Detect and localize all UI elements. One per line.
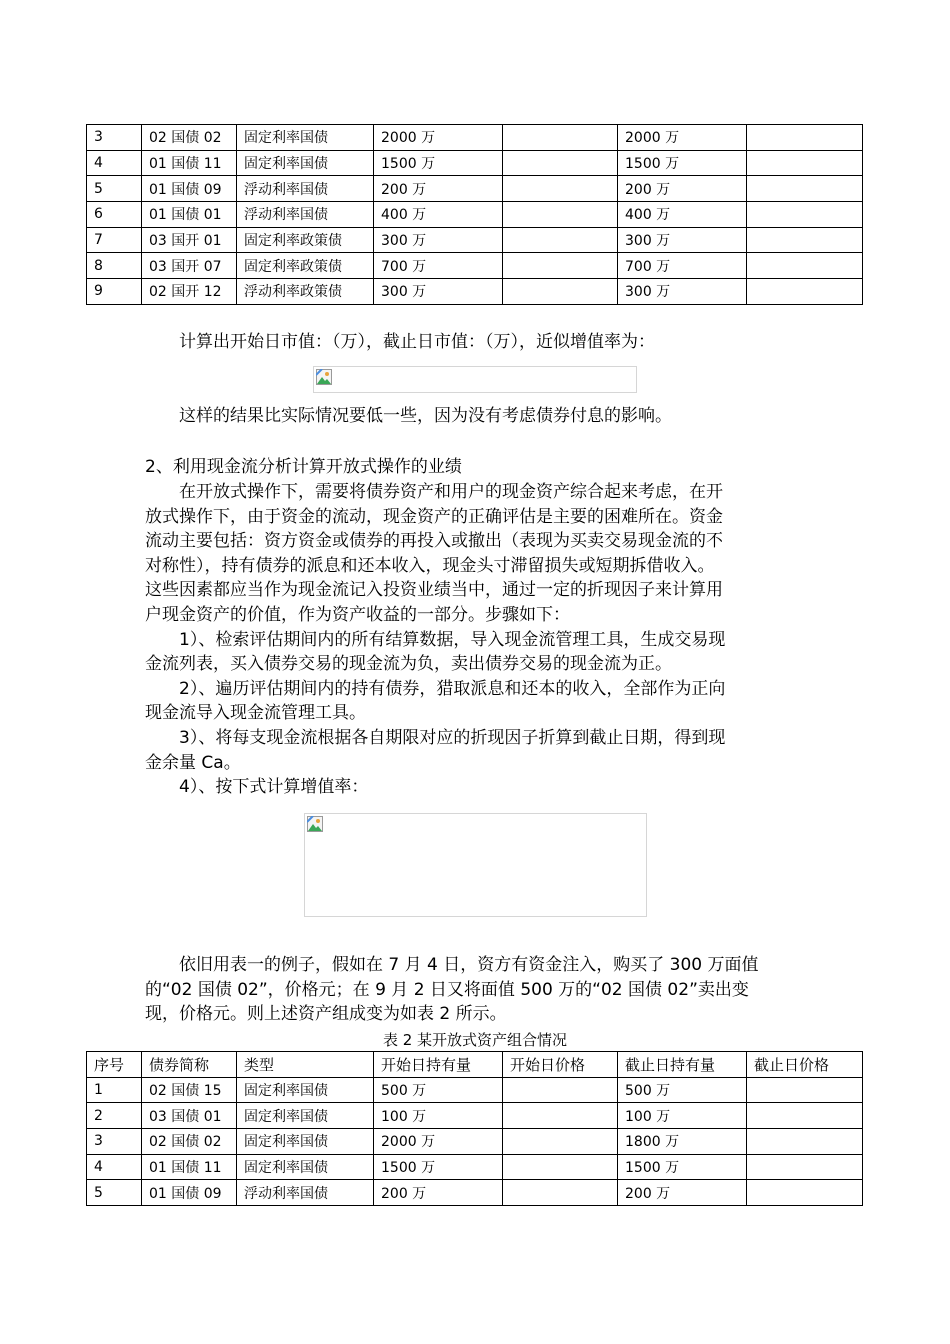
column-header: 截止日价格 (747, 1052, 863, 1078)
calc-line: 计算出开始日市值：（万），截止日市值：（万），近似增值率为： (179, 332, 655, 352)
table-cell (503, 1154, 618, 1180)
table-cell (747, 1154, 863, 1180)
table-cell: 100 万 (618, 1103, 747, 1129)
table-row (87, 253, 863, 279)
table-cell (747, 1103, 863, 1129)
table-row (87, 1077, 863, 1103)
bond-table-2-body (87, 1077, 863, 1205)
table-cell (747, 125, 863, 151)
table-cell (747, 253, 863, 279)
table-cell (503, 176, 618, 202)
table-cell: 400 万 (618, 202, 747, 228)
table-cell: 2000 万 (618, 125, 747, 151)
text-line: 在开放式操作下，需要将债券资产和用户的现金资产综合起来考虑，在开 (179, 482, 723, 502)
table-cell: 02 国开 12 (142, 279, 237, 305)
table-cell: 01 国债 09 (142, 176, 237, 202)
table-cell (503, 1180, 618, 1206)
table-cell: 200 万 (618, 1180, 747, 1206)
broken-image-icon (307, 816, 323, 832)
broken-image-icon (316, 369, 332, 385)
table-cell: 3 (87, 125, 142, 151)
table-cell: 400 万 (374, 202, 503, 228)
table-cell: 300 万 (374, 279, 503, 305)
table-cell: 700 万 (374, 253, 503, 279)
table-cell: 固定利率国债 (237, 1077, 374, 1103)
table-cell: 02 国债 02 (142, 125, 237, 151)
bond-table-1-body (87, 125, 863, 305)
step-3-line: 金余量 Ca。 (145, 752, 241, 773)
table-cell: 700 万 (618, 253, 747, 279)
column-header: 序号 (87, 1052, 142, 1078)
table-cell (503, 1103, 618, 1129)
table-cell: 固定利率国债 (237, 1154, 374, 1180)
table-cell: 01 国债 11 (142, 1154, 237, 1180)
text-line: 依旧用表一的例子，假如在 7 月 4 日，资方有资金注入，购买了 300 万面值 (179, 955, 759, 975)
table-cell (503, 1129, 618, 1155)
table-cell: 03 国开 07 (142, 253, 237, 279)
table-cell: 浮动利率国债 (237, 202, 374, 228)
table-cell (503, 150, 618, 176)
bond-table-2-header (87, 1052, 863, 1078)
text-line: 对称性），持有债券的派息和还本收入，现金头寸滞留损失或短期拆借收入。 (145, 555, 715, 576)
table-cell: 1500 万 (618, 1154, 747, 1180)
table-cell: 浮动利率国债 (237, 176, 374, 202)
table-cell (747, 150, 863, 176)
paragraph-cash-flow (145, 480, 815, 800)
table-cell: 1800 万 (618, 1129, 747, 1155)
column-header: 类型 (237, 1052, 374, 1078)
table-cell (503, 125, 618, 151)
table-cell: 500 万 (374, 1077, 503, 1103)
step-3-line: 3）、将每支现金流根据各自期限对应的折现因子折算到截止日期，得到现 (179, 727, 726, 748)
table-cell: 200 万 (618, 176, 747, 202)
result-line: 这样的结果比实际情况要低一些，因为没有考虑债券付息的影响。 (179, 406, 672, 426)
table-cell: 4 (87, 150, 142, 176)
table-cell: 01 国债 09 (142, 1180, 237, 1206)
column-header: 债券简称 (142, 1052, 237, 1078)
step-1-line: 金流列表，买入债券交易的现金流为负，卖出债券交易的现金流为正。 (145, 654, 672, 675)
step-1-line: 1）、检索评估期间内的所有结算数据，导入现金流管理工具，生成交易现 (179, 629, 726, 650)
table-cell: 固定利率国债 (237, 150, 374, 176)
table-cell: 03 国债 01 (142, 1103, 237, 1129)
table-cell: 2000 万 (374, 1129, 503, 1155)
table-cell: 浮动利率国债 (237, 1180, 374, 1206)
step-2-line: 现金流导入现金流管理工具。 (145, 703, 366, 724)
table-cell: 02 国债 02 (142, 1129, 237, 1155)
table-cell: 固定利率政策债 (237, 253, 374, 279)
table-cell: 200 万 (374, 176, 503, 202)
table-cell: 固定利率国债 (237, 1129, 374, 1155)
paragraph-example (145, 953, 815, 1027)
table-cell (503, 253, 618, 279)
table-cell: 2000 万 (374, 125, 503, 151)
table-cell: 300 万 (374, 227, 503, 253)
section-title: 2、利用现金流分析计算开放式操作的业绩 (145, 457, 462, 477)
table-row (87, 150, 863, 176)
step-4-line: 4）、按下式计算增值率： (179, 777, 369, 798)
table-cell (503, 227, 618, 253)
table-cell: 200 万 (374, 1180, 503, 1206)
bond-table-2 (86, 1051, 863, 1206)
table-2-caption: 表 2 某开放式资产组合情况 (382, 1031, 568, 1049)
table-cell: 02 国债 15 (142, 1077, 237, 1103)
table-cell: 1500 万 (374, 1154, 503, 1180)
table-cell (503, 279, 618, 305)
bond-table-1 (86, 124, 863, 305)
table-cell (747, 202, 863, 228)
table-cell: 4 (87, 1154, 142, 1180)
text-line: 放式操作下，由于资金的流动，现金资产的正确评估是主要的困难所在。资金 (145, 506, 723, 527)
text-line: 的“02 国债 02”，价格元；在 9 月 2 日又将面值 500 万的“02 国债 02”卖出变 (145, 979, 749, 1000)
table-cell: 固定利率国债 (237, 125, 374, 151)
table-cell (747, 1129, 863, 1155)
table-row (87, 227, 863, 253)
column-header: 开始日价格 (503, 1052, 618, 1078)
table-row (87, 1103, 863, 1129)
column-header: 截止日持有量 (618, 1052, 747, 1078)
table-row (87, 1154, 863, 1180)
table-cell: 500 万 (618, 1077, 747, 1103)
formula-image-placeholder (304, 813, 647, 917)
table-cell: 固定利率政策债 (237, 227, 374, 253)
table-row (87, 125, 863, 151)
table-cell: 300 万 (618, 227, 747, 253)
table-row (87, 202, 863, 228)
table-row (87, 176, 863, 202)
formula-image-placeholder (313, 366, 637, 393)
table-row (87, 1180, 863, 1206)
table-cell: 2 (87, 1103, 142, 1129)
table-cell (747, 279, 863, 305)
text-line: 这些因素都应当作为现金流记入投资业绩当中，通过一定的折现因子来计算用 (145, 580, 723, 601)
table-cell (747, 176, 863, 202)
table-cell: 5 (87, 176, 142, 202)
table-cell: 300 万 (618, 279, 747, 305)
table-cell: 01 国债 11 (142, 150, 237, 176)
table-cell (503, 1077, 618, 1103)
table-cell (503, 202, 618, 228)
table-cell: 1500 万 (618, 150, 747, 176)
table-cell: 01 国债 01 (142, 202, 237, 228)
text-line: 户现金资产的价值，作为资产收益的一部分。步骤如下： (145, 604, 570, 625)
table-cell: 固定利率国债 (237, 1103, 374, 1129)
table-cell (747, 1077, 863, 1103)
table-cell (747, 227, 863, 253)
table-cell: 8 (87, 253, 142, 279)
table-cell: 03 国开 01 (142, 227, 237, 253)
table-cell: 浮动利率政策债 (237, 279, 374, 305)
table-cell: 3 (87, 1129, 142, 1155)
table-cell: 5 (87, 1180, 142, 1206)
table-row (87, 279, 863, 305)
column-header: 开始日持有量 (374, 1052, 503, 1078)
text-line: 现，价格元。则上述资产组成变为如表 2 所示。 (145, 1004, 507, 1025)
table-cell: 6 (87, 202, 142, 228)
table-cell: 1500 万 (374, 150, 503, 176)
table-cell: 1 (87, 1077, 142, 1103)
text-line: 流动主要包括：资方资金或债券的再投入或撤出（表现为买卖交易现金流的不 (145, 531, 723, 552)
step-2-line: 2）、遍历评估期间内的持有债券，猎取派息和还本的收入，全部作为正向 (179, 678, 726, 699)
table-cell: 7 (87, 227, 142, 253)
table-cell: 100 万 (374, 1103, 503, 1129)
table-cell (747, 1180, 863, 1206)
table-header-row (87, 1052, 863, 1078)
table-row (87, 1129, 863, 1155)
table-cell: 9 (87, 279, 142, 305)
